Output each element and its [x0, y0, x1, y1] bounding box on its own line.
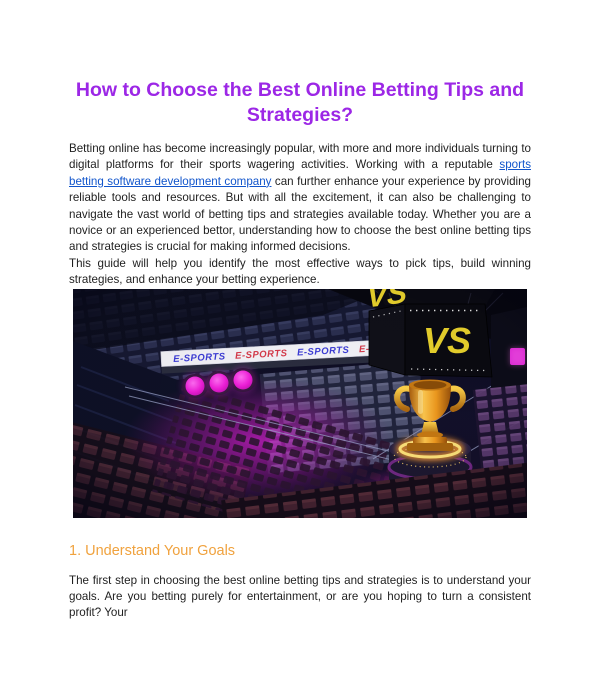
hero-image [73, 289, 527, 518]
vignette [73, 289, 527, 518]
intro-text-after-link: can further enhance your experience by providing reliable tools and resources. But with all the excitement, it can also be challenging to navigate the vast world of betting tips and strategies available today. Whether you are a novice or an experienced bettor, understanding how to choose the best online betting tips and strategies is crucial for making informed decisions. [69, 174, 531, 254]
intro-text-before-link: Betting online has become increasingly popular, with more and more individuals turning to digital platforms for their sports wagering activities. Working with a reputable [69, 142, 531, 172]
document-page [0, 78, 600, 678]
intro-paragraph [69, 141, 531, 256]
sports-betting-software-link[interactable]: sports betting software development company [69, 158, 531, 188]
arena-scene [73, 289, 527, 518]
article-title: How to Choose the Best Online Betting Tips and Strategies? [75, 79, 525, 126]
section-heading-1: 1. Understand Your Goals [69, 542, 236, 559]
guide-paragraph: This guide will help you identify the most effective ways to pick tips, build winning strategies, and enhance your betting experience. [69, 256, 531, 287]
document-content [0, 78, 600, 622]
esports-arena-illustration [73, 289, 527, 518]
section-1-paragraph: The first step in choosing the best online betting tips and strategies is to understand your goals. Are you betting purely for entertainment, or are you hoping to turn a consistent profit? Your [69, 573, 531, 620]
